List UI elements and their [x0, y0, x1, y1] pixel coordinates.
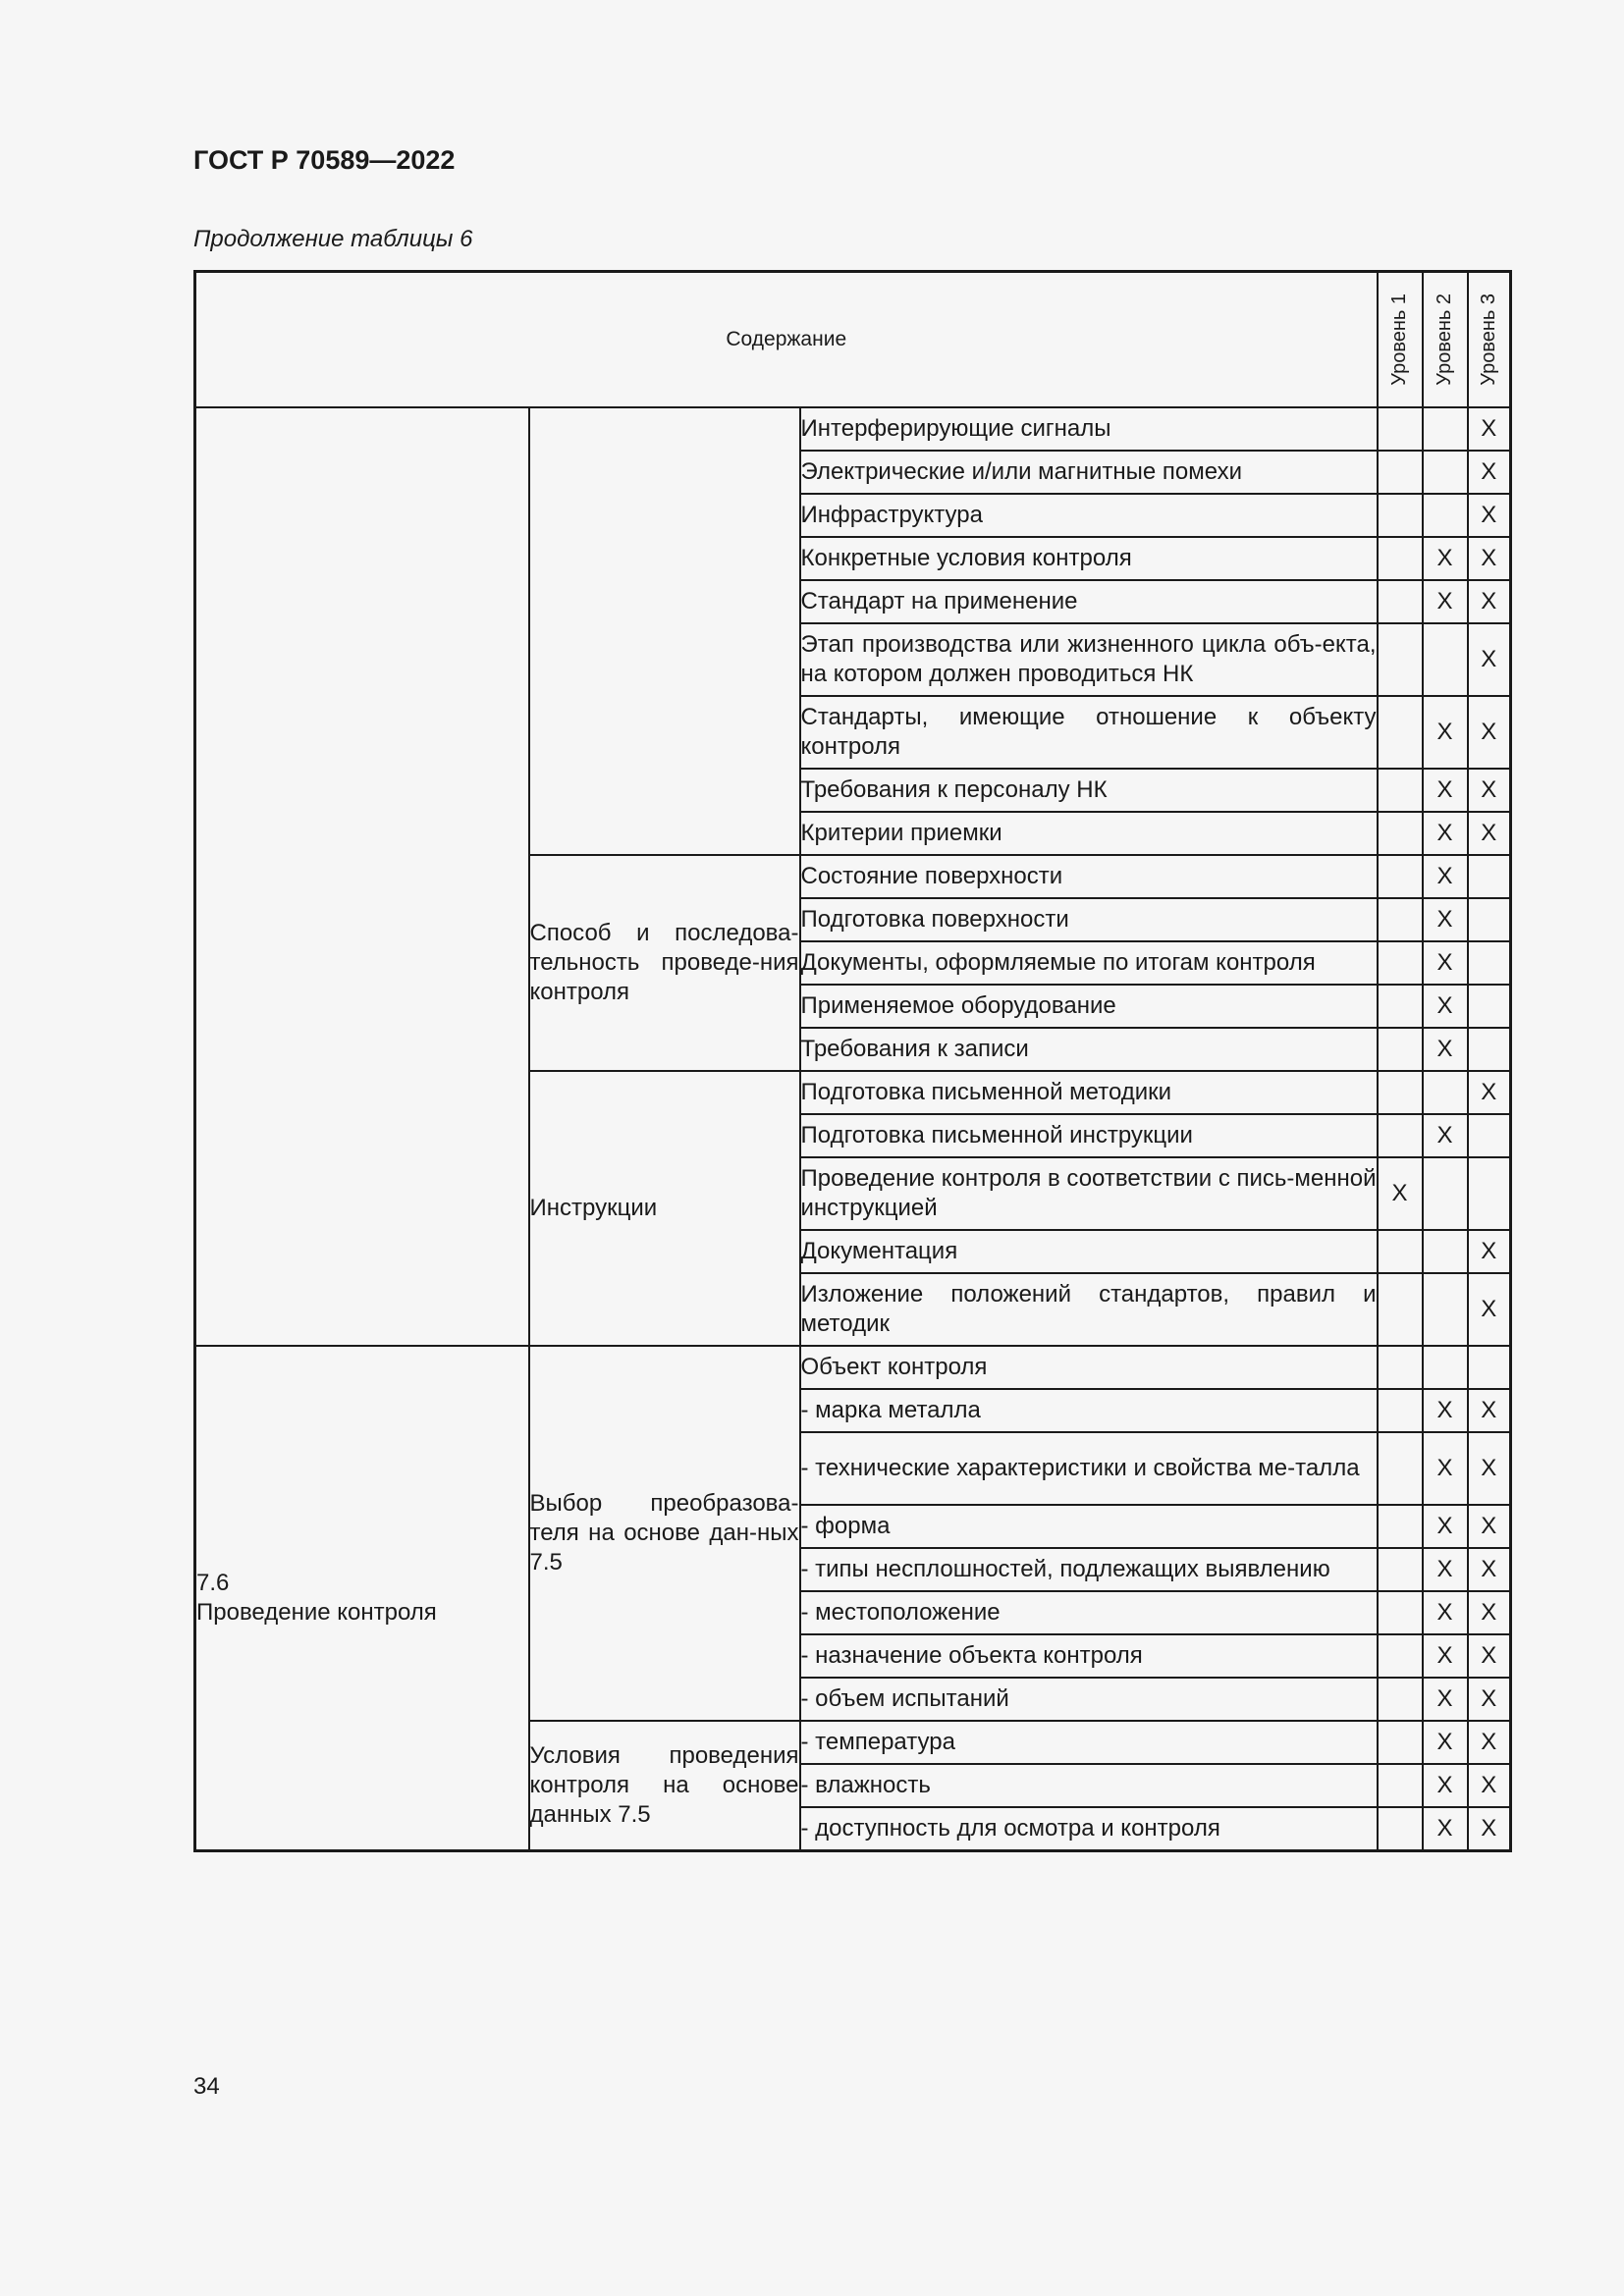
level-3-mark: X [1468, 1591, 1511, 1634]
level-1-mark [1378, 1634, 1423, 1678]
level-2-mark: X [1423, 696, 1468, 769]
item-text: Объект контроля [800, 1346, 1378, 1389]
level-1-mark [1378, 580, 1423, 623]
level-2-mark [1423, 407, 1468, 451]
level-1-mark [1378, 941, 1423, 985]
item-text: Подготовка письменной методики [800, 1071, 1378, 1114]
level-3-mark: X [1468, 812, 1511, 855]
level-3-mark [1468, 898, 1511, 941]
level-2-mark [1423, 1346, 1468, 1389]
item-text: Стандарт на применение [800, 580, 1378, 623]
level-3-mark: X [1468, 1807, 1511, 1851]
level-2-mark: X [1423, 537, 1468, 580]
item-text: Критерии приемки [800, 812, 1378, 855]
level-2-mark: X [1423, 580, 1468, 623]
level-3-mark: X [1468, 1721, 1511, 1764]
level-2-mark: X [1423, 855, 1468, 898]
header-content: Содержание [195, 272, 1378, 408]
item-text: Требования к персоналу НК [800, 769, 1378, 812]
level-1-mark [1378, 623, 1423, 696]
subsection-cell: Инструкции [529, 1071, 800, 1346]
item-text: Проведение контроля в соответствии с пись-менной инструкцией [800, 1157, 1378, 1230]
level-2-mark [1423, 494, 1468, 537]
table-row [195, 407, 1511, 451]
table-body [195, 407, 1511, 1851]
level-1-mark [1378, 1230, 1423, 1273]
level-1-mark [1378, 451, 1423, 494]
level-1-mark [1378, 1764, 1423, 1807]
item-text: Конкретные условия контроля [800, 537, 1378, 580]
level-3-mark: X [1468, 769, 1511, 812]
item-text: - доступность для осмотра и контроля [800, 1807, 1378, 1851]
level-2-mark: X [1423, 1634, 1468, 1678]
item-text: - влажность [800, 1764, 1378, 1807]
subsection-cell: Выбор преобразова-теля на основе дан-ных 7.5 [529, 1346, 800, 1721]
level-2-mark: X [1423, 1432, 1468, 1505]
level-3-mark: X [1468, 1548, 1511, 1591]
level-2-mark: X [1423, 769, 1468, 812]
level-1-mark [1378, 1505, 1423, 1548]
level-1-mark [1378, 1114, 1423, 1157]
level-3-mark [1468, 1114, 1511, 1157]
level-1-mark: X [1378, 1157, 1423, 1230]
level-2-mark: X [1423, 1678, 1468, 1721]
level-2-mark [1423, 1273, 1468, 1346]
level-3-mark: X [1468, 1273, 1511, 1346]
level-1-mark [1378, 407, 1423, 451]
table-header-row [195, 272, 1511, 408]
level-1-mark [1378, 1432, 1423, 1505]
level-3-mark [1468, 941, 1511, 985]
item-text: - технические характеристики и свойства ме-талла [800, 1432, 1378, 1505]
level-1-mark [1378, 898, 1423, 941]
level-2-mark: X [1423, 1721, 1468, 1764]
level-3-mark: X [1468, 1071, 1511, 1114]
level-3-mark [1468, 1028, 1511, 1071]
level-1-mark [1378, 985, 1423, 1028]
item-text: Изложение положений стандартов, правил и методик [800, 1273, 1378, 1346]
level-1-mark [1378, 1591, 1423, 1634]
page-number: 34 [193, 2073, 220, 2100]
level-1-mark [1378, 1548, 1423, 1591]
level-3-mark: X [1468, 407, 1511, 451]
section-number: 7.6 [196, 1570, 230, 1596]
header-level-1: Уровень 1 [1378, 272, 1423, 408]
item-text: Требования к записи [800, 1028, 1378, 1071]
header-level-2: Уровень 2 [1423, 272, 1468, 408]
level-1-mark [1378, 1273, 1423, 1346]
level-2-mark: X [1423, 1028, 1468, 1071]
item-text: - марка металла [800, 1389, 1378, 1432]
level-3-mark: X [1468, 1389, 1511, 1432]
level-3-mark: X [1468, 537, 1511, 580]
level-3-mark: X [1468, 623, 1511, 696]
section-cell [195, 407, 529, 1346]
level-3-mark: X [1468, 451, 1511, 494]
level-3-mark: X [1468, 1230, 1511, 1273]
item-text: Интерферирующие сигналы [800, 407, 1378, 451]
level-3-mark: X [1468, 580, 1511, 623]
level-1-mark [1378, 812, 1423, 855]
item-text: Этап производства или жизненного цикла объ-екта, на котором должен проводиться НК [800, 623, 1378, 696]
document-title: ГОСТ Р 70589—2022 [193, 145, 456, 175]
level-2-mark: X [1423, 1764, 1468, 1807]
level-2-mark [1423, 623, 1468, 696]
subsection-cell: Условия проведения контроля на основе данных 7.5 [529, 1721, 800, 1851]
level-1-mark [1378, 1721, 1423, 1764]
item-text: Инфраструктура [800, 494, 1378, 537]
item-text: Стандарты, имеющие отношение к объекту контроля [800, 696, 1378, 769]
level-1-mark [1378, 494, 1423, 537]
table-row [195, 1346, 1511, 1389]
level-1-mark [1378, 1807, 1423, 1851]
level-1-mark [1378, 696, 1423, 769]
level-2-mark: X [1423, 812, 1468, 855]
level-3-mark: X [1468, 1432, 1511, 1505]
level-2-mark: X [1423, 1114, 1468, 1157]
item-text: Документация [800, 1230, 1378, 1273]
level-3-mark: X [1468, 1678, 1511, 1721]
section-cell [195, 1346, 529, 1851]
level-3-mark: X [1468, 494, 1511, 537]
section-title: Проведение контроля [196, 1599, 437, 1626]
level-2-mark: X [1423, 1807, 1468, 1851]
level-1-mark [1378, 855, 1423, 898]
level-2-mark: X [1423, 941, 1468, 985]
level-3-mark [1468, 1346, 1511, 1389]
level-2-mark [1423, 451, 1468, 494]
level-2-mark: X [1423, 1548, 1468, 1591]
item-text: Подготовка письменной инструкции [800, 1114, 1378, 1157]
subsection-cell [529, 407, 800, 855]
level-1-mark [1378, 769, 1423, 812]
item-text: - местоположение [800, 1591, 1378, 1634]
level-3-mark: X [1468, 696, 1511, 769]
level-1-mark [1378, 1678, 1423, 1721]
level-2-mark: X [1423, 1505, 1468, 1548]
item-text: - назначение объекта контроля [800, 1634, 1378, 1678]
level-2-mark: X [1423, 985, 1468, 1028]
level-3-mark [1468, 855, 1511, 898]
item-text: Электрические и/или магнитные помехи [800, 451, 1378, 494]
content-table [193, 270, 1512, 1852]
level-1-mark [1378, 1346, 1423, 1389]
item-text: - объем испытаний [800, 1678, 1378, 1721]
level-1-mark [1378, 1389, 1423, 1432]
table-caption: Продолжение таблицы 6 [193, 226, 473, 252]
item-text: Подготовка поверхности [800, 898, 1378, 941]
level-2-mark [1423, 1157, 1468, 1230]
item-text: Документы, оформляемые по итогам контроля [800, 941, 1378, 985]
level-3-mark: X [1468, 1505, 1511, 1548]
level-1-mark [1378, 1028, 1423, 1071]
item-text: Применяемое оборудование [800, 985, 1378, 1028]
level-2-mark: X [1423, 898, 1468, 941]
item-text: - типы несплошностей, подлежащих выявлению [800, 1548, 1378, 1591]
item-text: - форма [800, 1505, 1378, 1548]
level-2-mark: X [1423, 1389, 1468, 1432]
subsection-cell: Способ и последова-тельность проведе-ния контроля [529, 855, 800, 1071]
level-3-mark: X [1468, 1634, 1511, 1678]
item-text: Состояние поверхности [800, 855, 1378, 898]
item-text: - температура [800, 1721, 1378, 1764]
level-2-mark [1423, 1071, 1468, 1114]
level-3-mark [1468, 985, 1511, 1028]
level-2-mark [1423, 1230, 1468, 1273]
level-2-mark: X [1423, 1591, 1468, 1634]
level-1-mark [1378, 537, 1423, 580]
level-3-mark: X [1468, 1764, 1511, 1807]
header-level-3: Уровень 3 [1468, 272, 1511, 408]
level-3-mark [1468, 1157, 1511, 1230]
level-1-mark [1378, 1071, 1423, 1114]
